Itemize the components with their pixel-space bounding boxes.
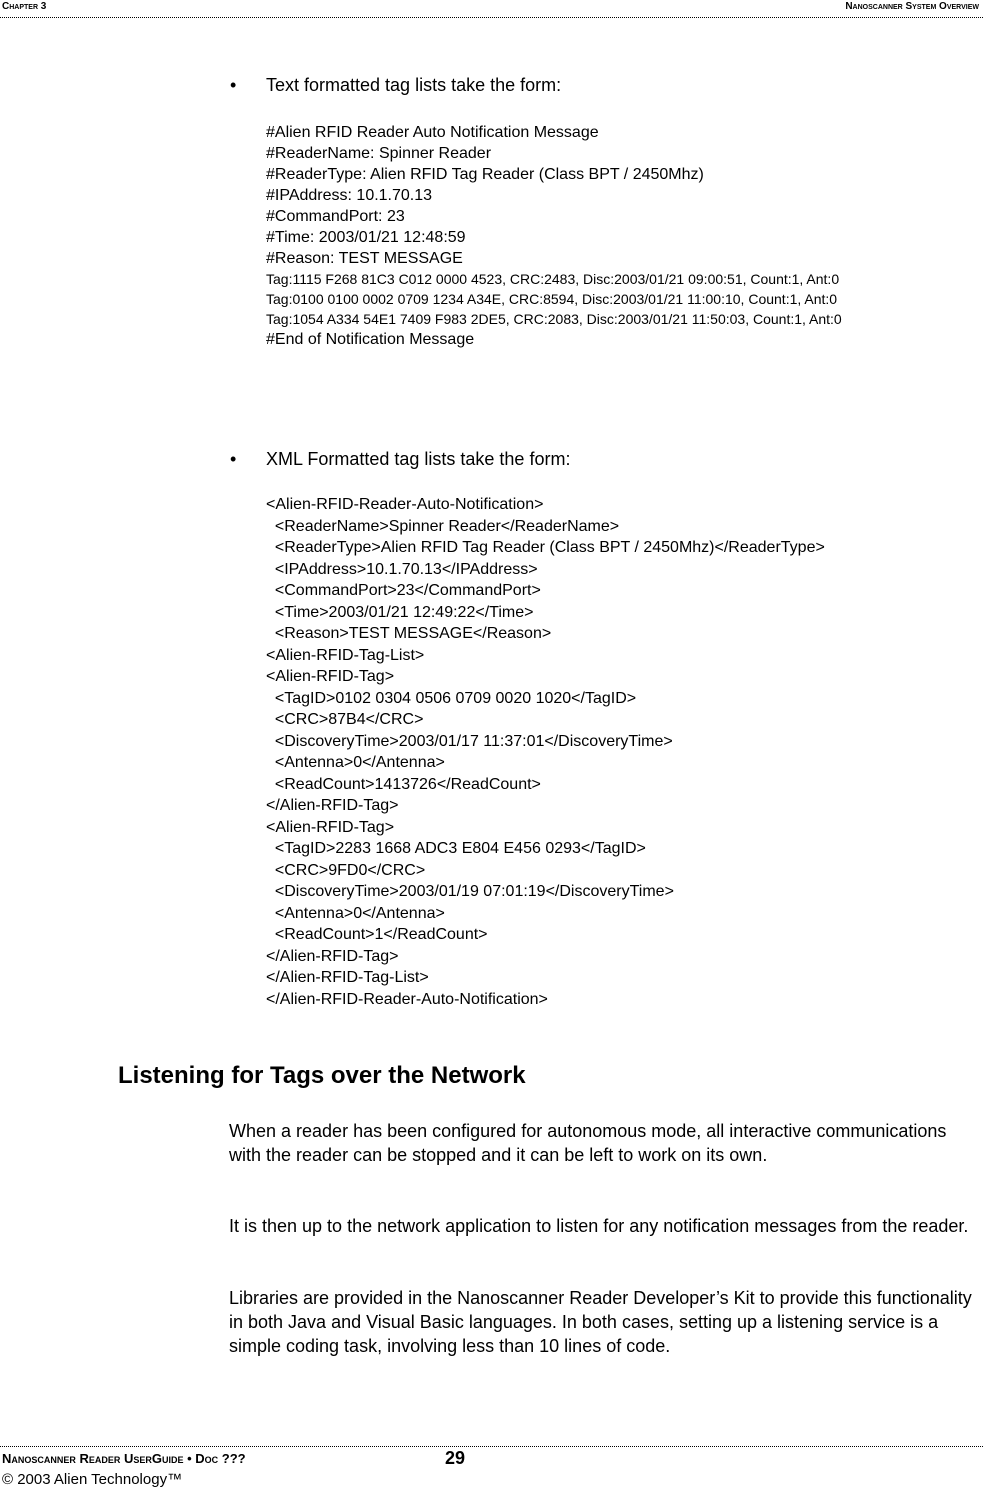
xml-line: <ReaderName>Spinner Reader</ReaderName> [266,517,620,535]
xml-line: <DiscoveryTime>2003/01/19 07:01:19</DiscoveryTime> [266,883,674,900]
text-list-line: #Alien RFID Reader Auto Notification Message [266,124,599,141]
bullet-xml-list: • [230,449,237,469]
text-list-line: #Reason: TEST MESSAGE [266,250,463,267]
paragraph: It is then up to the network application to listen for any notification messages from the reader. [229,1216,969,1236]
xml-line: <ReadCount>1</ReadCount> [266,926,488,943]
section-heading: Listening for Tags over the Network [118,1062,526,1089]
page-number: 29 [445,1448,466,1468]
footer-guide-label: Nanoscanner Reader UserGuide • Doc ??? [2,1451,246,1466]
text-list-example [266,122,842,350]
xml-line: </Alien-RFID-Tag> [266,797,399,814]
xml-line: <Antenna>0</Antenna> [266,904,445,922]
xml-line: </Alien-RFID-Reader-Auto-Notification> [266,990,548,1008]
xml-line: </Alien-RFID-Tag-List> [266,969,429,986]
bullet-text-list: • [230,75,237,95]
xml-line: <Reason>TEST MESSAGE</Reason> [266,625,552,642]
paragraph: When a reader has been configured for autonomous mode, all interactive communications with the reader can be stopped and it can be left to work on its own. [229,1121,947,1165]
tag-line: Tag:0100 0100 0002 0709 1234 A34E, CRC:8594, Disc:2003/01/21 11:00:10, Count:1, Ant:0 [266,291,838,307]
text-list-line: #ReaderType: Alien RFID Tag Reader (Class BPT / 2450Mhz) [266,166,704,183]
xml-line: <Alien-RFID-Tag-List> [266,646,425,664]
xml-line: <IPAddress>10.1.70.13</IPAddress> [266,560,538,578]
text-list-end-line: #End of Notification Message [266,331,475,348]
xml-line: <TagID>0102 0304 0506 0709 0020 1020</TagID> [266,689,637,707]
xml-line: <CommandPort>23</CommandPort> [266,582,541,599]
xml-line: <TagID>2283 1668 ADC3 E804 E456 0293</TagID> [266,840,646,857]
xml-line: <CRC>9FD0</CRC> [266,861,426,879]
xml-line: <CRC>87B4</CRC> [266,711,424,728]
xml-line: <Alien-RFID-Tag> [266,668,395,685]
tag-line: Tag:1115 F268 81C3 C012 0000 4523, CRC:2483, Disc:2003/01/21 09:00:51, Count:1, Ant:0 [266,271,840,287]
text-list-intro: Text formatted tag lists take the form: [266,75,562,95]
paragraph: Libraries are provided in the Nanoscanner Reader Developer’s Kit to provide this functionality in both Java and Visual Basic languages. In both cases, setting up a listening service is a simple coding task, involving less than 10 lines of code. [229,1288,972,1356]
chapter-label: Chapter 3 [2,1,47,12]
text-list-line: #Time: 2003/01/21 12:48:59 [266,229,466,246]
xml-line: <Alien-RFID-Tag> [266,818,395,836]
text-list-line: #ReaderName: Spinner Reader [266,145,492,162]
xml-list-intro: XML Formatted tag lists take the form: [266,449,571,469]
xml-line: <ReadCount>1413726</ReadCount> [266,775,541,793]
footer-divider [0,1446,983,1447]
xml-line: <DiscoveryTime>2003/01/17 11:37:01</DiscoveryTime> [266,732,673,750]
xml-line: <Alien-RFID-Reader-Auto-Notification> [266,496,544,513]
xml-list-example [266,494,825,1010]
copyright: © 2003 Alien Technology™ [2,1471,183,1488]
tag-line: Tag:1054 A334 54E1 7409 F983 2DE5, CRC:2083, Disc:2003/01/21 11:50:03, Count:1, Ant:0 [266,311,842,327]
xml-line: </Alien-RFID-Tag> [266,947,399,965]
xml-line: <Antenna>0</Antenna> [266,754,445,771]
xml-line: <Time>2003/01/21 12:49:22</Time> [266,603,534,621]
section-label: Nanoscanner System Overview [845,1,979,12]
text-list-line: #CommandPort: 23 [266,208,405,225]
xml-line: <ReaderType>Alien RFID Tag Reader (Class BPT / 2450Mhz)</ReaderType> [266,539,825,556]
text-list-line: #IPAddress: 10.1.70.13 [266,187,433,204]
page-header [0,0,983,18]
